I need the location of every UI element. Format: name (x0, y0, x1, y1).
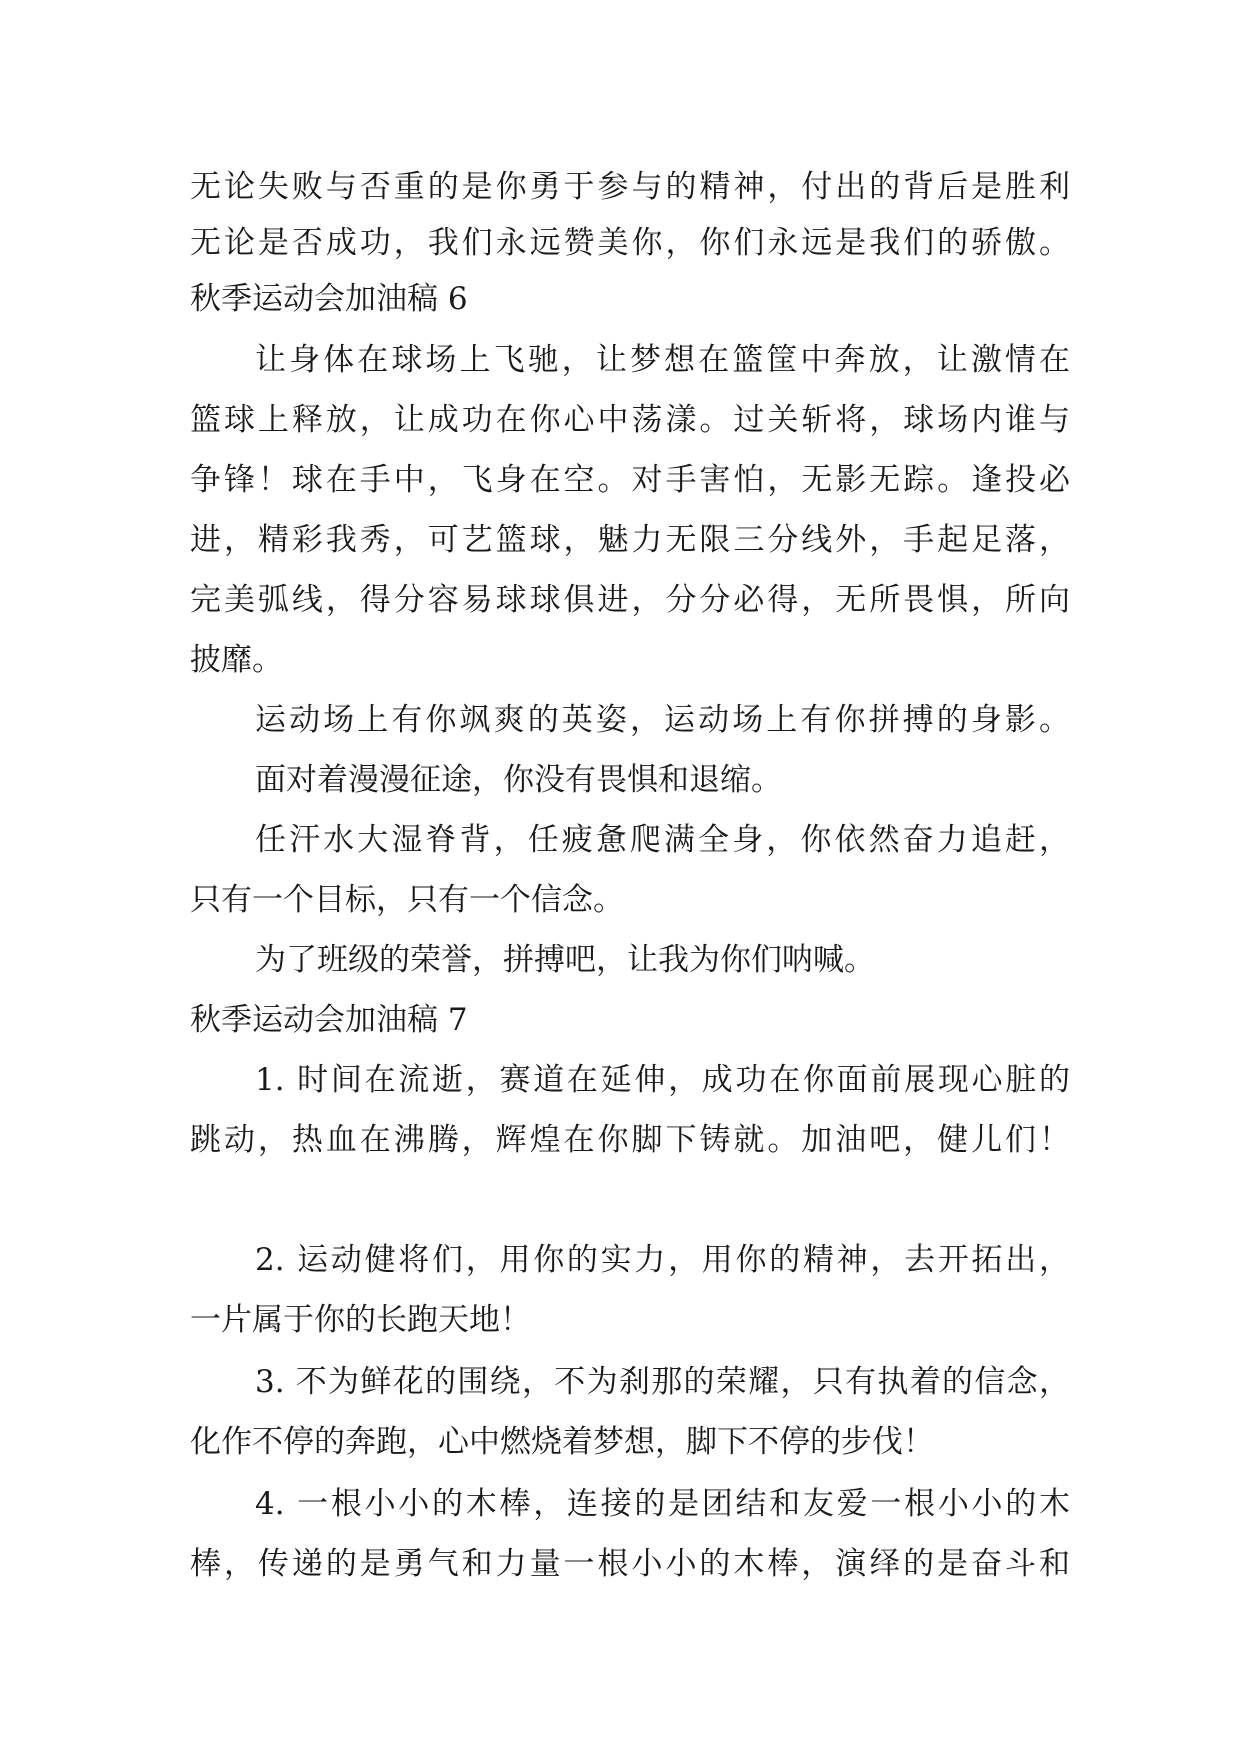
paragraph-line: 披靡。 (190, 642, 283, 678)
list-item-line: 3. 不为鲜花的围绕，不为刹那的荣耀，只有执着的信念， (255, 1364, 1070, 1400)
paragraph-line: 面对着漫漫征途，你没有畏惧和退缩。 (255, 762, 782, 798)
list-item-line: 一片属于你的长跑天地！ (190, 1302, 531, 1338)
list-item-line: 4. 一根小小的木棒，连接的是团结和友爱一根小小的木 (255, 1486, 1070, 1522)
paragraph-line: 只有一个目标，只有一个信念。 (190, 882, 624, 918)
list-item-line: 1. 时间在流逝，赛道在延伸，成功在你面前展现心脏的 (255, 1062, 1070, 1098)
list-item-line: 2. 运动健将们，用你的实力，用你的精神，去开拓出， (255, 1242, 1070, 1278)
section-heading: 秋季运动会加油稿 7 (190, 1002, 468, 1038)
list-item-line: 化作不停的奔跑，心中燃烧着梦想，脚下不停的步伐！ (190, 1424, 934, 1460)
paragraph-line: 任汗水大湿脊背，任疲惫爬满全身，你依然奋力追赶， (255, 822, 1070, 858)
paragraph-line: 无论失败与否重的是你勇于参与的精神，付出的背后是胜利 (190, 169, 1070, 205)
paragraph-line: 进，精彩我秀，可艺篮球，魅力无限三分线外，手起足落， (190, 522, 1070, 558)
list-item-line: 跳动，热血在沸腾，辉煌在你脚下铸就。加油吧，健儿们！ (190, 1122, 1070, 1158)
paragraph-line: 无论是否成功，我们永远赞美你，你们永远是我们的骄傲。 (190, 225, 1070, 261)
paragraph-line: 完美弧线，得分容易球球俱进，分分必得，无所畏惧，所向 (190, 582, 1070, 618)
paragraph-line: 篮球上释放，让成功在你心中荡漾。过关斩将，球场内谁与 (190, 402, 1070, 438)
paragraph-line: 让身体在球场上飞驰，让梦想在篮筐中奔放，让激情在 (255, 342, 1070, 378)
list-item-line: 棒，传递的是勇气和力量一根小小的木棒，演绎的是奋斗和 (190, 1546, 1070, 1582)
paragraph-line: 争锋！球在手中，飞身在空。对手害怕，无影无踪。逢投必 (190, 462, 1070, 498)
section-heading: 秋季运动会加油稿 6 (190, 281, 468, 317)
paragraph-line: 运动场上有你飒爽的英姿，运动场上有你拼搏的身影。 (255, 702, 1070, 738)
paragraph-line: 为了班级的荣誉，拼搏吧，让我为你们呐喊。 (255, 942, 875, 978)
